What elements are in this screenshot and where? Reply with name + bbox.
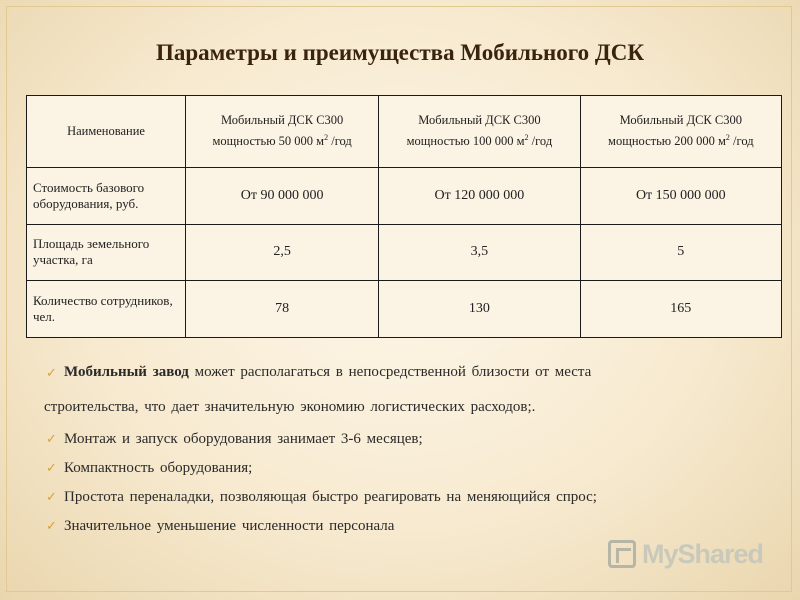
advantages-list bbox=[44, 355, 764, 541]
cell-value: 78 bbox=[186, 281, 379, 338]
header-col-tail: /год bbox=[528, 134, 553, 149]
logo-text: MyShared bbox=[642, 538, 764, 569]
header-col-50000 bbox=[186, 96, 379, 168]
list-item bbox=[44, 454, 764, 483]
header-col-tail: /год bbox=[328, 134, 352, 149]
cell-value: 3,5 bbox=[379, 224, 580, 281]
check-icon: ✓ bbox=[46, 490, 57, 505]
header-col-line1: Мобильный ДСК С300 bbox=[418, 113, 541, 128]
header-col-tail: /год bbox=[729, 134, 754, 149]
table-row bbox=[27, 168, 782, 225]
header-col-sup: 2 bbox=[324, 133, 329, 143]
bullet-text: может располагаться в непосредственной близости от места bbox=[188, 364, 592, 380]
table-row bbox=[27, 281, 782, 338]
header-col-line2: мощностью 100 000 м bbox=[406, 134, 525, 149]
bullet-text: Простота переналадки, позволяющая быстро реагировать на меняющийся спрос; bbox=[64, 489, 597, 505]
row-label-cost: Стоимость базового оборудования, руб. bbox=[27, 168, 186, 225]
bullet-text: Значительное уменьшение численности персонала bbox=[64, 518, 395, 534]
cell-value: 2,5 bbox=[186, 224, 379, 281]
slide-title: Параметры и преимущества Мобильного ДСК bbox=[155, 40, 645, 65]
cell-value: 5 bbox=[580, 224, 781, 281]
header-col-sup: 2 bbox=[725, 133, 730, 143]
cell-value: 130 bbox=[379, 281, 580, 338]
check-icon: ✓ bbox=[46, 519, 57, 534]
table-row bbox=[27, 224, 782, 281]
check-icon: ✓ bbox=[46, 461, 57, 476]
header-col-100000 bbox=[379, 96, 580, 168]
header-col-200000 bbox=[580, 96, 781, 168]
list-item bbox=[44, 425, 764, 454]
list-item bbox=[44, 483, 764, 512]
header-col-sup: 2 bbox=[524, 133, 529, 143]
bullet-bold-text: Мобильный завод bbox=[64, 364, 189, 380]
header-col-line1: Мобильный ДСК С300 bbox=[619, 113, 742, 128]
row-label-land-area: Площадь земельного участка, га bbox=[27, 224, 186, 281]
table-header-row bbox=[27, 96, 782, 168]
parameters-table bbox=[26, 95, 782, 338]
header-col-line2: мощностью 50 000 м bbox=[212, 134, 325, 149]
bullet-text: Монтаж и запуск оборудования занимает 3-6 месяцев; bbox=[64, 431, 423, 447]
bullet-continuation: строительства, что дает значительную экономию логистических расходов;. bbox=[44, 399, 536, 415]
list-item bbox=[44, 355, 764, 425]
cell-value: От 150 000 000 bbox=[580, 168, 781, 225]
bullet-text: Компактность оборудования; bbox=[64, 460, 253, 476]
row-label-staff: Количество сотрудников, чел. bbox=[27, 281, 186, 338]
header-name: Наименование bbox=[27, 96, 186, 168]
check-icon: ✓ bbox=[46, 366, 57, 381]
watermark-logo bbox=[608, 536, 764, 572]
check-icon: ✓ bbox=[46, 432, 57, 447]
logo-icon bbox=[608, 540, 636, 568]
header-col-line1: Мобильный ДСК С300 bbox=[220, 113, 344, 128]
cell-value: 165 bbox=[580, 281, 781, 338]
header-col-line2: мощностью 200 000 м bbox=[608, 134, 726, 149]
cell-value: От 120 000 000 bbox=[379, 168, 580, 225]
cell-value: От 90 000 000 bbox=[186, 168, 379, 225]
